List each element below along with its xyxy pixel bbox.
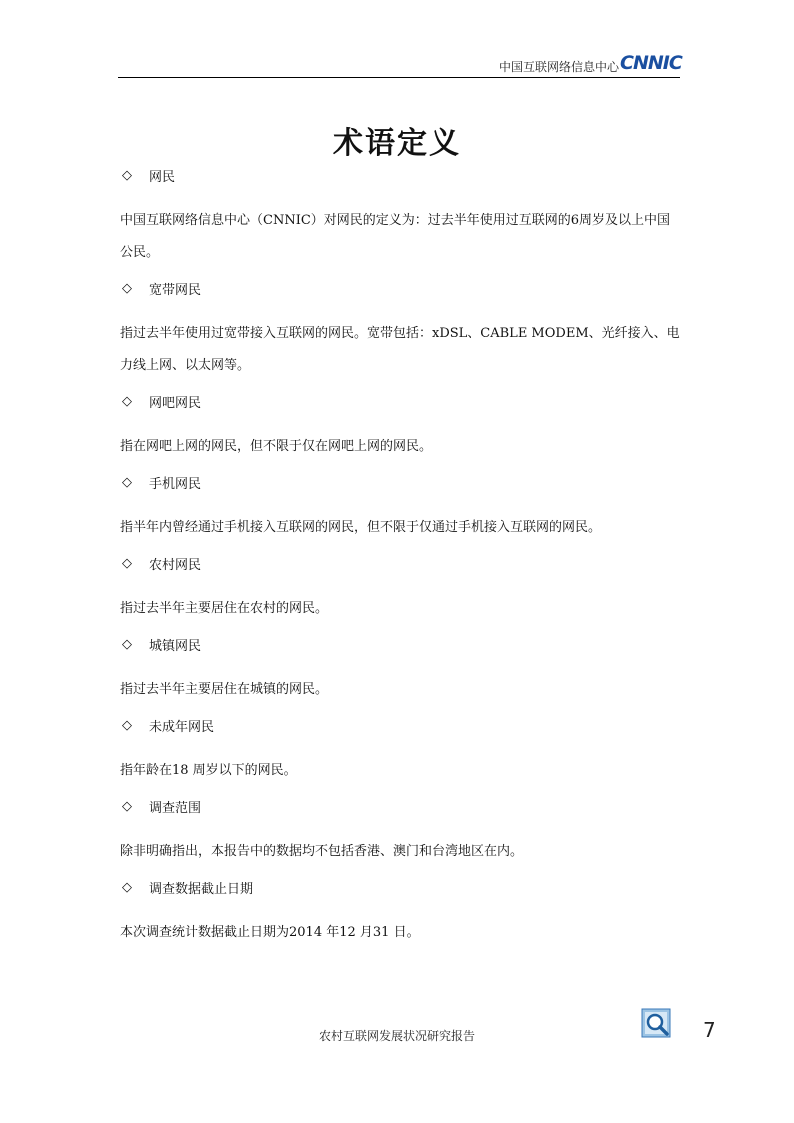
term-item bbox=[120, 552, 680, 625]
diamond-bullet-icon: ◇ bbox=[122, 393, 132, 409]
term-definition: 中国互联网络信息中心（CNNIC）对网民的定义为：过去半年使用过互联网的6周岁及以上中国公民。 bbox=[120, 213, 671, 260]
term-name: 调查数据截止日期 bbox=[149, 881, 254, 897]
diamond-bullet-icon: ◇ bbox=[122, 280, 132, 296]
diamond-bullet-icon: ◇ bbox=[122, 555, 132, 571]
magnifier-logo-icon bbox=[641, 1008, 671, 1038]
term-name: 网吧网民 bbox=[149, 395, 202, 411]
term-name: 宽带网民 bbox=[149, 282, 202, 298]
term-definition: 本次调查统计数据截止日期为2014 年12 月31 日。 bbox=[120, 925, 420, 940]
footer-report-title: 农村互联网发展状况研究报告 bbox=[318, 1029, 475, 1043]
diamond-bullet-icon: ◇ bbox=[122, 879, 132, 895]
term-name: 网民 bbox=[149, 169, 176, 185]
term-name: 农村网民 bbox=[149, 557, 202, 573]
diamond-bullet-icon: ◇ bbox=[122, 474, 132, 490]
diamond-bullet-icon: ◇ bbox=[122, 167, 132, 183]
term-item bbox=[120, 795, 680, 868]
term-definition: 指过去半年使用过宽带接入互联网的网民。宽带包括：xDSL、CABLE MODEM、光纤接入、电力线上网、以太网等。 bbox=[120, 326, 680, 373]
term-name: 城镇网民 bbox=[149, 638, 202, 654]
term-definition: 指在网吧上网的网民，但不限于仅在网吧上网的网民。 bbox=[120, 439, 433, 454]
term-definition: 指过去半年主要居住在农村的网民。 bbox=[120, 601, 329, 616]
term-item bbox=[120, 876, 680, 949]
term-item bbox=[120, 633, 680, 706]
page-number: 7 bbox=[703, 1018, 716, 1042]
term-name: 手机网民 bbox=[149, 476, 202, 492]
term-item bbox=[120, 471, 680, 544]
diamond-bullet-icon: ◇ bbox=[122, 636, 132, 652]
page-title: 术语定义 bbox=[333, 126, 461, 162]
header-divider bbox=[118, 77, 680, 78]
term-name: 未成年网民 bbox=[149, 719, 215, 735]
term-item bbox=[120, 164, 680, 269]
header-org-name: 中国互联网络信息中心 bbox=[498, 60, 619, 74]
diamond-bullet-icon: ◇ bbox=[122, 717, 132, 733]
diamond-bullet-icon: ◇ bbox=[122, 798, 132, 814]
cnnic-logo: CNNIC bbox=[620, 52, 682, 74]
term-name: 调查范围 bbox=[149, 800, 202, 816]
term-item bbox=[120, 277, 680, 382]
term-definition: 指过去半年主要居住在城镇的网民。 bbox=[120, 682, 329, 697]
terms-list bbox=[120, 164, 680, 957]
term-item bbox=[120, 714, 680, 787]
term-definition: 指半年内曾经通过手机接入互联网的网民，但不限于仅通过手机接入互联网的网民。 bbox=[120, 520, 602, 535]
term-definition: 除非明确指出，本报告中的数据均不包括香港、澳门和台湾地区在内。 bbox=[120, 844, 524, 859]
term-item bbox=[120, 390, 680, 463]
term-definition: 指年龄在18 周岁以下的网民。 bbox=[120, 763, 297, 778]
